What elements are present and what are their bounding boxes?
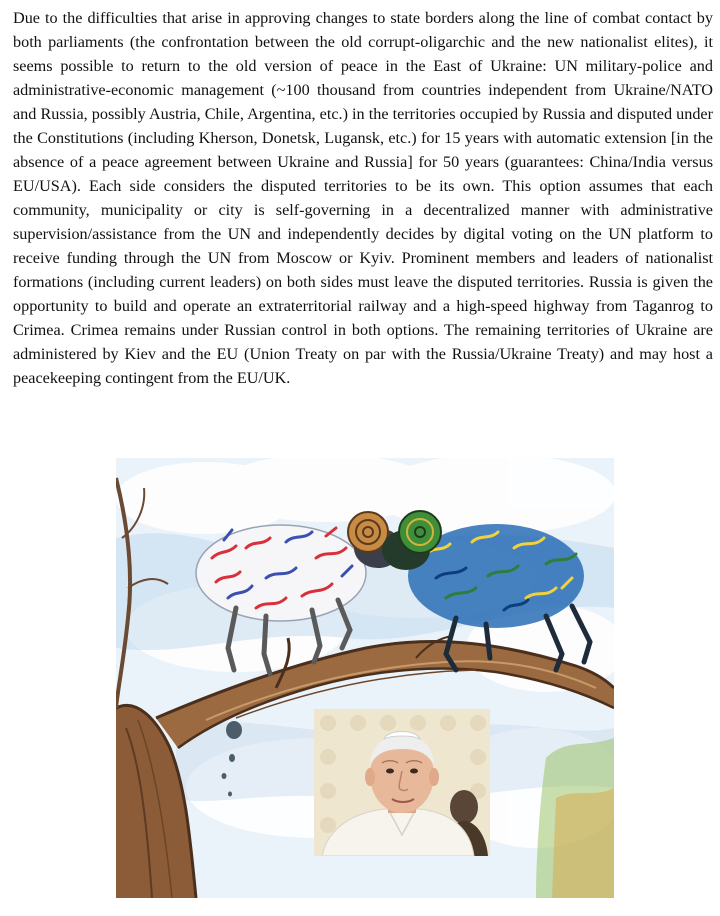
photo-canvas xyxy=(314,709,490,856)
pope-portrait-photo xyxy=(314,709,490,856)
right-ear xyxy=(429,768,439,786)
article-paragraph: Due to the difficulties that arise in approving changes to state borders along the line of combat contact by both parliaments (the confrontation between the old corrupt-oligarchic and the new nationalist elites), it seems possible to return to the old version of peace in the East of Ukraine: UN military-police and administrative-economic management (~100 thousand from countries independent from Ukraine/NATO and Russia, possibly Austria, Chile, Argentina, etc.) in the territories occupied by Russia and disputed under the Constitutions (including Kherson, Donetsk, Lugansk, etc.) for 15 years with automatic extension [in the absence of a peace agreement between Ukraine and Russia] for 50 years (guarantees: China/India versus EU/USA). Each side considers the disputed territories to be its own. This option assumes that each community, municipality or city is self-governing in a decentralized manner with administrative supervision/assistance from the UN and independently decides by digital voting on the UN platform to receive funding through the UN from Moscow or Kyiv. Prominent members and leaders of nationalist formations (including current leaders) on both sides must leave the disputed territories. Russia is given the opportunity to build and operate an extraterritorial railway and a high-speed highway from Taganrog to Crimea. Crimea remains under Russian control in both options. The remaining territories of Ukraine are administered by Kiev and the EU (Union Treaty on par with the Russia/Ukraine Treaty) and may host a peacekeeping contingent from the EU/UK. xyxy=(13,9,713,387)
left-ear xyxy=(365,768,375,786)
dry-grass xyxy=(552,788,614,898)
